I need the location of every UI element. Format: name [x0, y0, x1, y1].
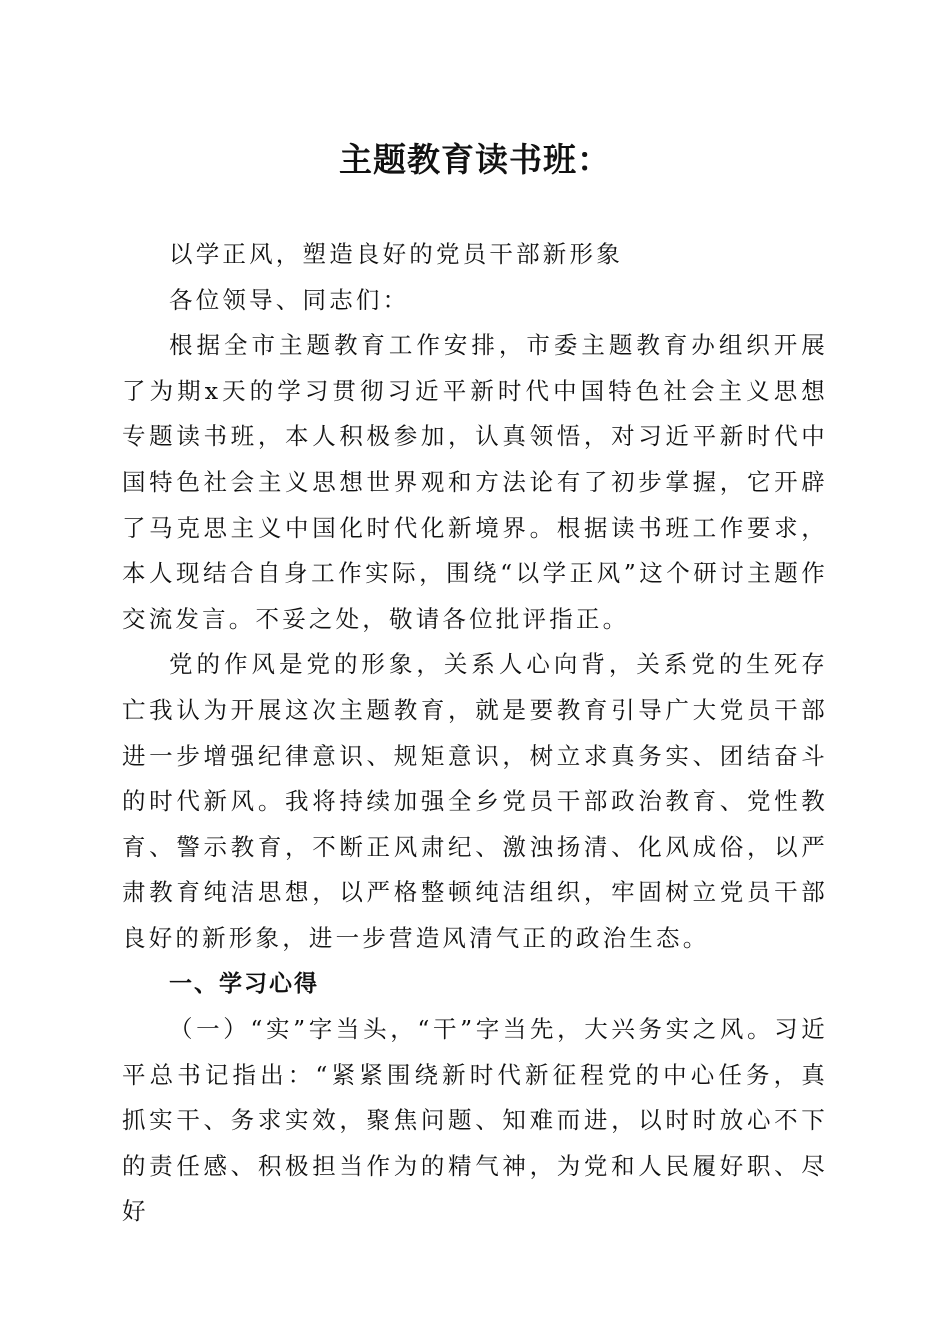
salutation: 各位领导、同志们：	[169, 285, 410, 314]
subtitle: 以学正风，塑造良好的党员干部新形象	[169, 240, 623, 268]
section-paragraph: （一）“实”字当头，“干”字当先，大兴务实之风。习近平总书记指出：“紧紧围绕新时代新征程党的中心任务，真抓实干、务求实效，聚焦问题、知难而进，以时时放心不下的责任感、积极担当作为的精气神，为党和人民履好职、尽好	[122, 1015, 828, 1226]
section-heading: 一、学习心得	[169, 970, 319, 997]
paragraph-intro: 根据全市主题教育工作安排，市委主题教育办组织开展了为期x天的学习贯彻习近平新时代中国特色社会主义思想专题读书班，本人积极参加，认真领悟，对习近平新时代中国特色社会主义思想世界观和方法论有了初步掌握，它开辟了马克思主义中国化时代化新境界。根据读书班工作要求，本人现结合自身工作实际，围绕“以学正风”这个研讨主题作交流发言。不妥之处，敬请各位批评指正。	[122, 331, 828, 633]
document-body	[122, 232, 828, 1235]
paragraph-style: 党的作风是党的形象，关系人心向背，关系党的生死存亡我认为开展这次主题教育，就是要教育引导广大党员干部进一步增强纪律意识、规矩意识，树立求真务实、团结奋斗的时代新风。我将持续加强全乡党员干部政治教育、党性教育、警示教育，不断正风肃纪、激浊扬清、化风成俗，以严肃教育纯洁思想，以严格整顿纯洁组织，牢固树立党员干部良好的新形象，进一步营造风清气正的政治生态。	[122, 650, 828, 952]
document-title: 主题教育读书班：	[339, 140, 611, 179]
